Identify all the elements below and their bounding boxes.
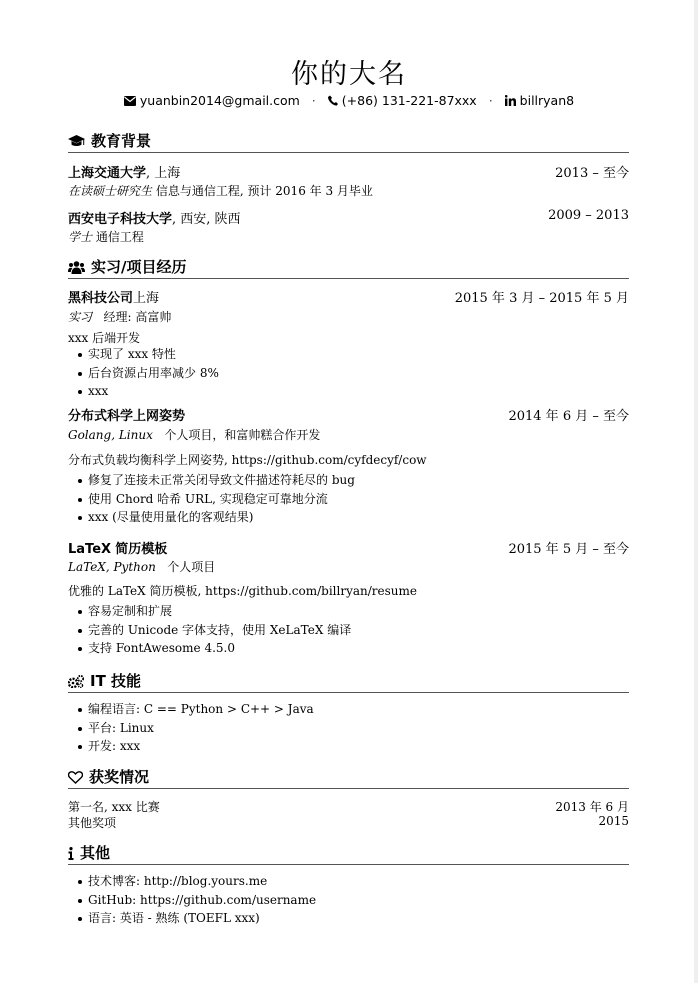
other-bullets — [68, 872, 316, 928]
section-experience-title: 实习/项目经历 — [91, 258, 187, 276]
award-name: 第一名 — [68, 800, 105, 814]
education-detail-1 — [68, 182, 629, 199]
award-date: 2015 — [598, 814, 629, 828]
xelatex-logo: XeLaTeX — [269, 622, 324, 637]
school-location: , 上海 — [146, 166, 181, 181]
job-manager: 经理: 高富帅 — [103, 310, 172, 324]
list-item: 修复了连接未正常关闭导致文件描述符耗尽的 bug — [68, 471, 355, 490]
award-detail: , xxx 比赛 — [104, 800, 160, 814]
education-entry-1 — [68, 162, 629, 181]
project-bullets-1 — [68, 471, 355, 527]
list-item — [68, 639, 351, 658]
latex-logo: LaTeX — [68, 560, 106, 574]
envelope-icon — [124, 96, 136, 106]
phone-icon — [328, 95, 338, 106]
company-location: 上海 — [133, 291, 160, 306]
heart-icon — [68, 771, 83, 784]
school-location: , 西安, 陕西 — [172, 212, 241, 227]
graduation-cap-icon — [68, 135, 85, 148]
project-description-2 — [68, 582, 629, 599]
project-meta-1 — [68, 426, 629, 443]
linkedin-text: billryan8 — [519, 93, 575, 108]
users-icon — [68, 261, 85, 274]
info-icon — [68, 847, 74, 860]
email-contact[interactable] — [124, 93, 304, 108]
bullet-text: 容易定制和扩展 — [88, 604, 173, 618]
job-role: 实习 — [68, 310, 93, 324]
list-item: xxx — [68, 382, 219, 401]
degree-detail: 信息与通信工程, 预计 2016 年 3 月毕业 — [155, 184, 373, 198]
job-role-line — [68, 308, 629, 325]
bullet-text: 支持 FontAwesome 4.5.0 — [88, 641, 235, 655]
section-skills-title: IT 技能 — [90, 672, 142, 690]
project-tech: Golang, Linux — [68, 428, 153, 442]
resume-name: 你的大名 — [291, 59, 407, 90]
job-description: xxx 后端开发 — [68, 331, 141, 345]
project-meta-2 — [68, 558, 629, 575]
latex-logo: LaTeX — [68, 542, 112, 557]
email-text: yuanbin2014@gmail.com — [139, 93, 300, 108]
project-entry-2 — [68, 538, 629, 557]
linkedin-icon — [505, 95, 516, 106]
award-entry-1 — [68, 798, 629, 815]
list-item: 实现了 xxx 特性 — [68, 345, 219, 364]
list-item: 开发: xxx — [68, 737, 314, 756]
list-item — [68, 602, 351, 621]
list-item: 平台: Linux — [68, 719, 314, 738]
section-skills — [68, 670, 629, 693]
gears-icon — [68, 675, 84, 688]
skills-bullets — [68, 700, 314, 756]
section-awards-title: 获奖情况 — [89, 768, 150, 786]
degree-detail: 通信工程 — [95, 230, 144, 244]
list-item — [68, 621, 351, 640]
project-date: 2014 年 6 月 – 至今 — [508, 409, 629, 424]
job-bullets — [68, 345, 219, 401]
education-date: 2009 – 2013 — [548, 208, 629, 223]
bullet-text: 完善的 Unicode 字体支持，使用 — [88, 622, 267, 637]
project-note: 个人项目，和富帅糕合作开发 — [164, 428, 321, 442]
contact-separator: · — [488, 93, 493, 108]
job-date: 2015 年 3 月 – 2015 年 5 月 — [454, 291, 629, 306]
list-item: 使用 Chord 哈希 URL, 实现稳定可靠地分流 — [68, 490, 355, 509]
section-other — [68, 842, 629, 865]
phone-contact[interactable] — [328, 93, 481, 108]
desc-prefix: 优雅的 — [68, 584, 105, 598]
list-item: xxx (尽量使用量化的客观结果) — [68, 508, 355, 527]
section-awards — [68, 766, 629, 789]
project-bullets-2 — [68, 602, 351, 658]
bullet-text: 编译 — [327, 622, 352, 637]
award-entry-2 — [68, 814, 629, 831]
section-experience — [68, 256, 629, 279]
award-name: 其他奖项 — [68, 816, 117, 830]
education-date: 2013 – 至今 — [555, 166, 629, 181]
project-tech: , Python — [105, 560, 156, 574]
degree-label: 学士 — [68, 230, 93, 244]
award-date: 2013 年 6 月 — [555, 800, 629, 814]
project-entry-1 — [68, 405, 629, 424]
list-item: 语言: 英语 - 熟练 (TOEFL xxx) — [68, 909, 316, 928]
project-note: 个人项目 — [167, 560, 216, 574]
project-description-1: 分布式负载均衡科学上网姿势, https://github.com/cyfdecyf/cow — [68, 453, 427, 467]
school-name: 西安电子科技大学 — [68, 212, 173, 227]
section-education — [68, 130, 629, 153]
education-detail-2 — [68, 228, 629, 245]
education-entry-2 — [68, 208, 629, 227]
latex-logo: LaTeX — [107, 584, 146, 598]
section-education-title: 教育背景 — [91, 132, 152, 150]
project-name: 简历模板 — [115, 542, 168, 557]
project-name: 分布式科学上网姿势 — [68, 409, 186, 424]
contact-line — [0, 93, 698, 108]
page-edge-shadow — [694, 0, 698, 983]
list-item: GitHub: https://github.com/username — [68, 891, 316, 910]
degree-label: 在读硕士研究生 — [68, 184, 153, 198]
company-name: 黑科技公司 — [68, 291, 134, 306]
list-item: 技术博客: http://blog.yours.me — [68, 872, 316, 891]
linkedin-contact[interactable] — [505, 93, 574, 108]
phone-text: (+86) 131-221-87xxx — [341, 93, 477, 108]
list-item: 编程语言: C == Python > C++ > Java — [68, 700, 314, 719]
list-item: 后台资源占用率减少 8% — [68, 364, 219, 383]
job-entry — [68, 287, 629, 306]
section-other-title: 其他 — [80, 844, 111, 862]
project-date: 2015 年 5 月 – 至今 — [508, 542, 629, 557]
school-name: 上海交通大学 — [68, 166, 147, 181]
desc-suffix: 简历模板, https://github.com/billryan/resume — [149, 584, 417, 598]
contact-separator: · — [311, 93, 316, 108]
